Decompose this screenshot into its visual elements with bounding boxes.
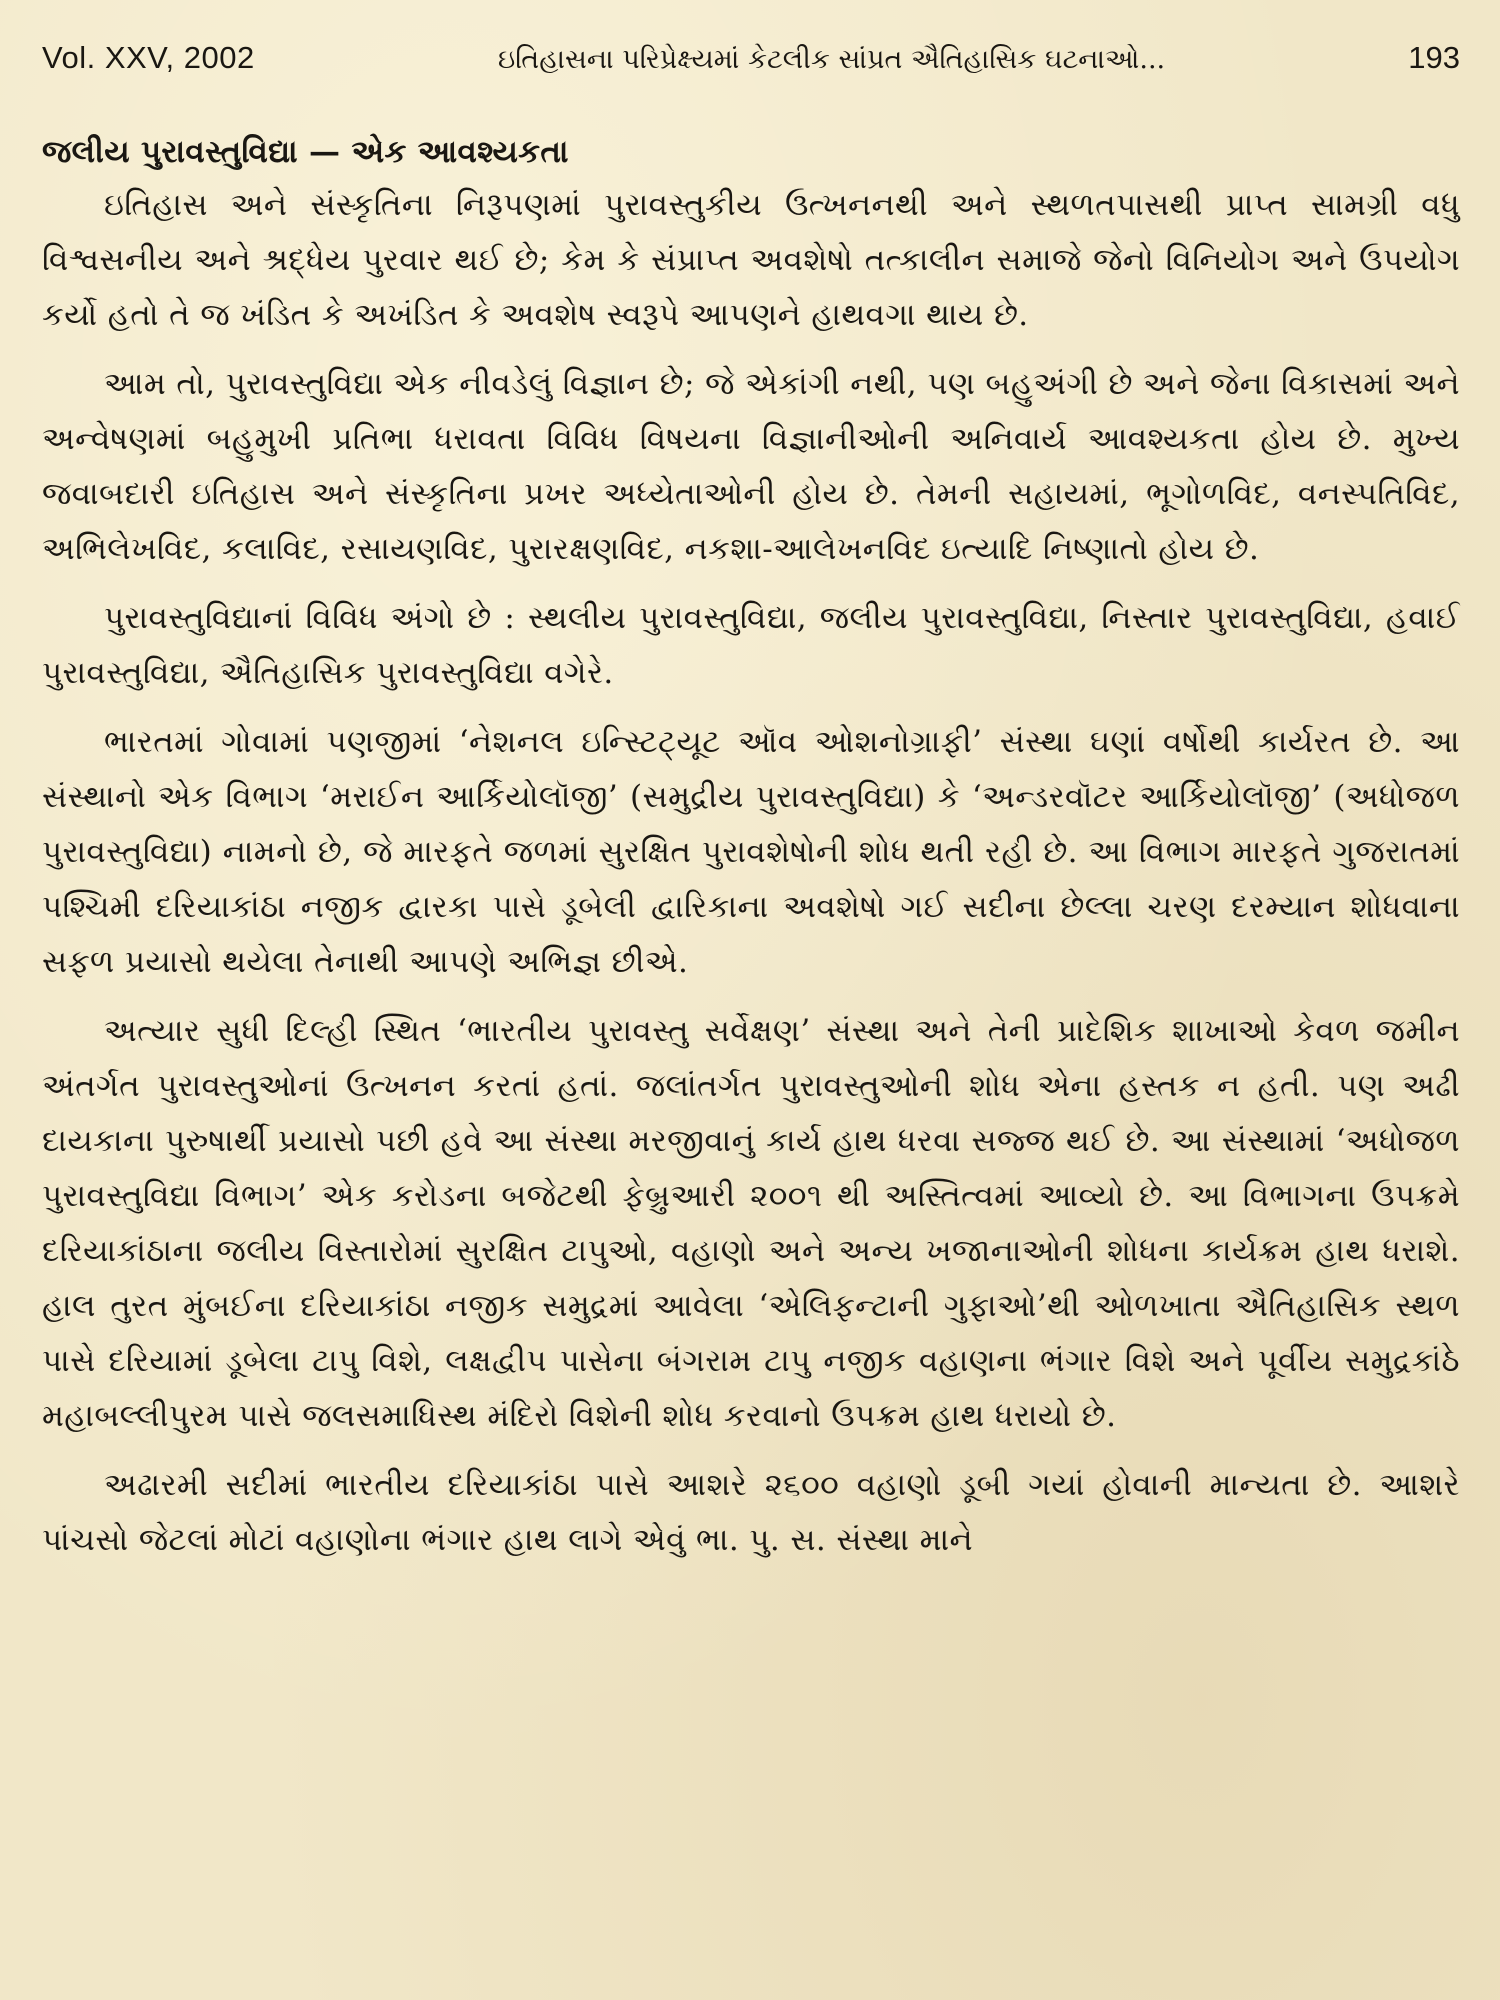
volume-label: Vol. XXV, 2002 xyxy=(42,40,255,75)
paragraph: આમ તો, પુરાવસ્તુવિદ્યા એક નીવડેલું વિજ્ઞાન છે; જે એકાંગી નથી, પણ બહુઅંગી છે અને જેના વિકાસમાં અને અન્વેષણમાં બહુમુખી પ્રતિભા ધરાવતા વિવિધ વિષયના વિજ્ઞાનીઓની અનિવાર્ય આવશ્યકતા હોય છે. મુખ્ય જવાબદારી ઇતિહાસ અને સંસ્કૃતિના પ્રખર અધ્યેતાઓની હોય છે. તેમની સહાયમાં, ભૂગોળવિદ, વનસ્પતિવિદ, અભિલેખવિદ, કલાવિદ, રસાયણવિદ, પુરારક્ષણવિદ, નકશા-આલેખનવિદ ઇત્યાદિ નિષ્ણાતો હોય છે. xyxy=(42,366,1460,567)
section-heading: જલીય પુરાવસ્તુવિદ્યા — એક આવશ્યકતા xyxy=(42,134,569,170)
paragraph: ઇતિહાસ અને સંસ્કૃતિના નિરૂપણમાં પુરાવસ્તુકીય ઉત્ખનનથી અને સ્થળતપાસથી પ્રાપ્ત સામગ્રી વધુ વિશ્વસનીય અને શ્રદ્ધેય પુરવાર થઈ છે; કેમ કે સંપ્રાપ્ત અવશેષો તત્કાલીન સમાજે જેનો વિનિયોગ અને ઉપયોગ કર્યો હતો તે જ ખંડિત કે અખંડિત કે અવશેષ સ્વરૂપે આપણને હાથવગા થાય છે. xyxy=(42,187,1460,333)
paragraph: અત્યાર સુધી દિલ્હી સ્થિત ‘ભારતીય પુરાવસ્તુ સર્વેક્ષણ’ સંસ્થા અને તેની પ્રાદેશિક શાખાઓ કેવળ જમીન અંતર્ગત પુરાવસ્તુઓનાં ઉત્ખનન કરતાં હતાં. જલાંતર્ગત પુરાવસ્તુઓની શોધ એના હસ્તક ન હતી. પણ અઢી દાયકાના પુરુષાર્થી પ્રયાસો પછી હવે આ સંસ્થા મરજીવાનું કાર્ય હાથ ધરવા સજ્જ થઈ છે. આ સંસ્થામાં ‘અધોજળ પુરાવસ્તુવિદ્યા વિભાગ’ એક કરોડના બજેટથી ફેબ્રુઆરી ૨૦૦૧ થી અસ્તિત્વમાં આવ્યો છે. આ વિભાગના ઉપક્રમે દરિયાકાંઠાના જલીય વિસ્તારોમાં સુરક્ષિત ટાપુઓ, વહાણો અને અન્ય ખજાનાઓની શોધના કાર્યક્રમ હાથ ધરાશે. હાલ તુરત મુંબઈના દરિયાકાંઠા નજીક સમુદ્રમાં આવેલા ‘એલિફન્ટાની ગુફાઓ’થી ઓળખાતા ઐતિહાસિક સ્થળ પાસે દરિયામાં ડૂબેલા ટાપુ વિશે, લક્ષદ્વીપ પાસેના બંગરામ ટાપુ નજીક વહાણના ભંગાર વિશે અને પૂર્વીય સમુદ્રકાંઠે મહાબલ્લીપુરમ પાસે જલસમાધિસ્થ મંદિરો વિશેની શોધ કરવાનો ઉપક્રમ હાથ ધરાયો છે. xyxy=(42,1013,1460,1434)
paragraph: અઢારમી સદીમાં ભારતીય દરિયાકાંઠા પાસે આશરે ૨૬૦૦ વહાણો ડૂબી ગયાં હોવાની માન્યતા છે. આશરે પાંચસો જેટલાં મોટાં વહાણોના ભંગાર હાથ લાગે એવું ભા. પુ. સ. સંસ્થા માને xyxy=(42,1467,1460,1558)
running-title: ઇતિહાસના પરિપ્રેક્ષ્યમાં કેટલીક સાંપ્રત ઐતિહાસિક ઘટનાઓ... xyxy=(497,44,1166,75)
page-number: 193 xyxy=(1408,40,1460,75)
paragraph: પુરાવસ્તુવિદ્યાનાં વિવિધ અંગો છે : સ્થલીય પુરાવસ્તુવિદ્યા, જલીય પુરાવસ્તુવિદ્યા, નિસ્તાર પુરાવસ્તુવિદ્યા, હવાઈ પુરાવસ્તુવિદ્યા, ઐતિહાસિક પુરાવસ્તુવિદ્યા વગેરે. xyxy=(42,600,1460,691)
running-header xyxy=(42,40,1460,100)
paragraph: ભારતમાં ગોવામાં પણજીમાં ‘નેશનલ ઇન્સ્ટિટ્યૂટ ઑવ ઓશનોગ્રાફી’ સંસ્થા ઘણાં વર્ષોથી કાર્યરત છે. આ સંસ્થાનો એક વિભાગ ‘મરાઈન આર્કિયોલૉજી’ (સમુદ્રીય પુરાવસ્તુવિદ્યા) કે ‘અન્ડરવૉટર આર્કિયોલૉજી’ (અધોજળ પુરાવસ્તુવિદ્યા) નામનો છે, જે મારફતે જળમાં સુરક્ષિત પુરાવશેષોની શોધ થતી રહી છે. આ વિભાગ મારફતે ગુજરાતમાં પશ્ચિમી દરિયાકાંઠા નજીક દ્વારકા પાસે ડૂબેલી દ્વારિકાના અવશેષો ગઈ સદીના છેલ્લા ચરણ દરમ્યાન શોધવાના સફળ પ્રયાસો થયેલા તેનાથી આપણે અભિજ્ઞ છીએ. xyxy=(42,724,1460,980)
body-text xyxy=(42,178,1460,1568)
